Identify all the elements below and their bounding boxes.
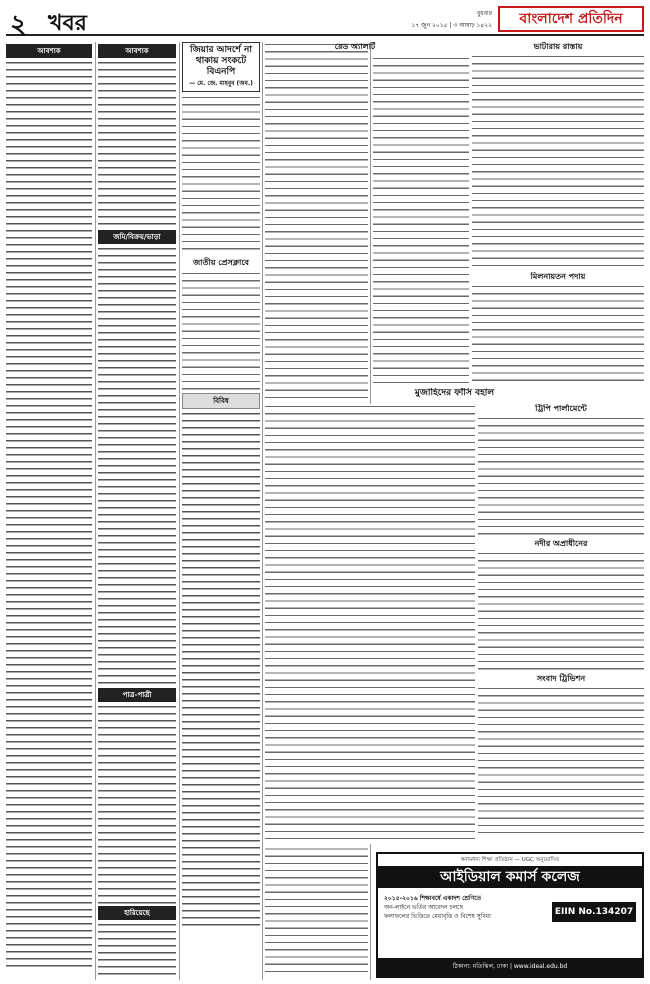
issue-day: বুধবার [476, 10, 492, 17]
classified-listings [98, 246, 176, 686]
classified-listings [98, 922, 176, 978]
section-heading: হারিয়েছে [98, 906, 176, 920]
article-body [182, 95, 260, 255]
classified-listings [98, 704, 176, 904]
ad-line: অন-লাইনে ভর্তির আবেদন চলছে [384, 904, 464, 911]
news-column-5 [373, 56, 469, 386]
issue-date: ১৭ জুন ২০১৫ | ৩ আষাঢ় ১৪২২ [411, 22, 492, 29]
column-rule [179, 42, 180, 980]
article-body [478, 416, 644, 536]
column-rule [262, 42, 263, 980]
news-column-6 [472, 42, 644, 272]
article-body [478, 686, 644, 836]
classified-listings [98, 60, 176, 228]
ad-eiin-badge: EIIN No.134207 [552, 902, 636, 922]
article-headline: ট্রিপি পার্লামেন্টে [535, 404, 587, 413]
article-headline: ভাটারায় রাস্তায় [533, 42, 583, 51]
page-section-name: খবর [48, 11, 87, 36]
section-heading: আবশ্যক [6, 44, 92, 58]
article-body [265, 404, 475, 844]
article-body [373, 56, 469, 386]
ad-line: ফলাফলের ভিত্তিতে মেধাবৃত্তি ও বিশেষ সুবিধা [384, 913, 491, 920]
article-redalert [265, 42, 445, 54]
article-headline: জাতীয় প্রেসক্লাবে [192, 258, 250, 267]
ad-top-line: স্বনামধন্য শিক্ষা প্রতিষ্ঠান — UGC অনুমোদিত [460, 857, 560, 863]
classified-listings [6, 60, 92, 970]
article-headline: নদীর অপ্রাধীনের [534, 539, 588, 548]
news-column-right-mid [478, 404, 644, 844]
article-headline: মুজাহিদের ফাঁসি বহাল [414, 388, 495, 398]
article-body [478, 551, 644, 671]
section-heading: জমি/বিক্রয়/ভাড়া [98, 230, 176, 244]
classified-listings [182, 411, 260, 931]
classifieds-column-2 [98, 42, 176, 978]
article-headline: জিয়ার আদর্শে না থাকায় সংকটে বিএনপি [190, 45, 252, 77]
section-heading: পাত্র-পাত্রী [98, 688, 176, 702]
article-headline: মিলনায়তন পদায় [530, 272, 586, 281]
article-body [472, 284, 644, 384]
college-advertisement[interactable] [376, 852, 644, 978]
article-ziaur [182, 42, 260, 92]
classifieds-column-1 [6, 42, 92, 978]
page-number: ২ [10, 10, 27, 40]
article-body [472, 54, 644, 268]
section-heading: আবশ্যক [98, 44, 176, 58]
article-milon [472, 272, 644, 384]
article-mujahid-body [265, 404, 475, 844]
article-mujahid [265, 388, 644, 402]
article-body [182, 271, 260, 391]
news-column-3 [182, 42, 260, 978]
page-header [6, 4, 644, 40]
column-rule [95, 42, 96, 980]
article-byline: — মে. জে. মাহবুব (অব.) [189, 80, 253, 87]
masthead-logo: বাংলাদেশ প্রতিদিন [498, 6, 644, 32]
article-headline: রেড অ্যালার্ট [334, 42, 376, 51]
ad-footer: ঠিকানা: মতিঝিল, ঢাকা | www.ideal.edu.bd [378, 958, 642, 976]
ad-body [378, 888, 642, 976]
article-body [265, 42, 368, 434]
article-headline: সংবাদ ট্রিভিশন [536, 674, 586, 683]
section-heading: বিবিধ [182, 393, 260, 409]
ad-college-name: আইডিয়াল কমার্স কলেজ [378, 866, 642, 888]
ad-line: ২০১৫-২০১৬ শিক্ষাবর্ষে একাদশ শ্রেণিতে [384, 895, 482, 902]
